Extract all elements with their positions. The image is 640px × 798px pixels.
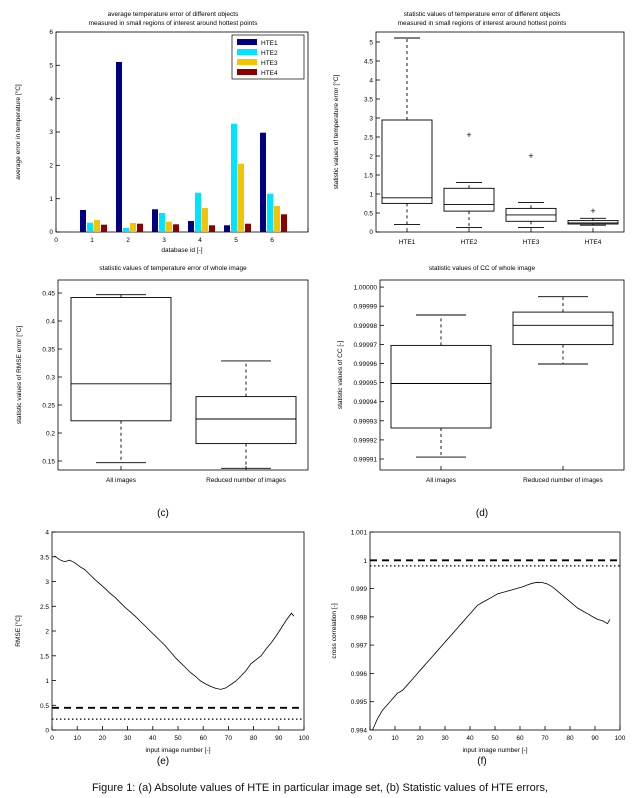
panel-a-bars [80,62,287,232]
svg-text:100: 100 [298,735,310,742]
panel-e-svg [8,520,318,768]
svg-text:HTE2: HTE2 [460,239,478,246]
panel-a-svg [8,4,318,254]
panel-e-xlabel: input image number [-] [145,747,211,754]
svg-text:All images: All images [106,477,136,484]
svg-text:40: 40 [149,735,157,742]
svg-text:1.001: 1.001 [350,529,367,537]
panel-f-ylabel: cross correlation [-] [331,603,338,659]
svg-text:70: 70 [224,735,233,742]
svg-text:6: 6 [49,29,53,36]
svg-text:3: 3 [49,129,53,136]
svg-text:2: 2 [126,237,130,244]
panel-f-xlabel: input image number [-] [462,747,528,754]
svg-text:1.00000: 1.00000 [353,284,377,292]
panel-f-y-tick-labels [351,530,368,735]
panel-c-y-tick-labels [42,291,55,466]
svg-text:0: 0 [368,735,372,742]
svg-text:5: 5 [369,39,373,47]
svg-text:3.5: 3.5 [39,554,49,562]
svg-text:0.35: 0.35 [42,346,55,354]
panel-c-svg [8,258,318,506]
svg-text:4: 4 [45,529,49,537]
panel-d-y-tick-labels [354,285,378,464]
svg-text:0.999: 0.999 [350,586,367,594]
svg-text:1: 1 [369,191,373,199]
panel-e-plot-frame [52,532,304,730]
svg-text:0.994: 0.994 [350,727,367,735]
panel-b-y-tick-labels [364,40,373,237]
svg-text:2.5: 2.5 [363,134,373,142]
panel-e-x-tick-labels [50,735,310,742]
panel-c-ylabel: statistic values of RMSE error [°C] [16,325,23,425]
panel-f-x-tick-labels [368,735,626,742]
panel-d-plot-frame [380,280,624,470]
svg-text:4: 4 [369,77,373,85]
svg-text:0.2: 0.2 [45,430,55,438]
panel-d-boxplot [322,258,636,519]
svg-text:0.25: 0.25 [42,402,55,410]
panel-b-ylabel: statistic values of temperature error [°C] [333,74,340,190]
svg-text:2: 2 [45,628,49,636]
svg-text:Reduced number of images: Reduced number of images [206,477,286,484]
svg-text:0.99996: 0.99996 [353,361,377,368]
panel-b-title-line1: statistic values of temperature error of different objects [403,11,561,18]
panel-b-box-hte3 [506,151,556,227]
panel-e-ylabel: RMSE [°C] [15,615,22,647]
svg-text:5: 5 [49,62,53,70]
panel-d-y-ticks [380,287,384,459]
panel-c-plot-frame [58,280,308,470]
svg-text:0.45: 0.45 [42,290,55,298]
svg-text:1: 1 [90,237,94,244]
panel-c-y-ticks [58,293,62,461]
panel-a-legend-hte4: HTE4 [261,70,278,77]
panel-b-box-hte1 [382,38,432,224]
svg-text:+: + [466,130,472,140]
svg-text:0.99992: 0.99992 [353,437,377,445]
svg-text:0.99999: 0.99999 [353,303,377,311]
panel-a-x-tick-labels [54,237,274,244]
svg-text:10: 10 [73,735,81,742]
svg-text:5: 5 [234,237,238,244]
svg-text:50: 50 [174,735,182,742]
svg-text:0.99997: 0.99997 [353,341,377,349]
panel-label-f: (f) [477,756,487,767]
svg-text:0.99995: 0.99995 [353,380,377,388]
svg-text:60: 60 [199,735,207,742]
svg-text:HTE4: HTE4 [584,239,602,246]
panel-a-title-line2: measured in small regions of interest around hottest points [88,20,258,27]
svg-text:40: 40 [466,735,474,742]
panel-d-ylabel: statistic values of CC [-] [337,340,344,410]
panel-a-y-tick-labels [49,29,53,236]
svg-text:2.5: 2.5 [39,603,49,611]
panel-f-line-chart [322,520,636,768]
panel-f-y-ticks [370,532,374,730]
panel-f-svg [322,520,636,768]
svg-text:0: 0 [45,727,49,735]
svg-text:70: 70 [541,735,549,742]
svg-text:1.5: 1.5 [363,172,373,180]
panel-b-boxplot [322,4,636,254]
svg-text:3: 3 [162,237,166,244]
panel-b-svg [322,4,636,254]
svg-text:50: 50 [491,735,499,742]
panel-e-rmse-curve [55,556,294,690]
panel-label-e: (e) [156,756,170,767]
svg-text:0.5: 0.5 [363,210,373,218]
panel-f-x-ticks [370,726,620,730]
svg-text:0: 0 [49,229,53,236]
svg-text:4: 4 [49,96,53,103]
svg-text:4.5: 4.5 [363,58,373,66]
svg-text:2: 2 [369,153,373,161]
svg-text:80: 80 [249,735,258,742]
svg-text:1.5: 1.5 [39,653,49,661]
panel-c-box-all-images [71,295,171,463]
svg-text:90: 90 [591,735,599,742]
svg-text:0.99994: 0.99994 [353,399,377,407]
panel-a-legend-hte1: HTE1 [261,40,278,47]
svg-text:3: 3 [369,115,373,123]
panel-a-ylabel: average error in temperature [°C] [15,84,22,180]
svg-text:6: 6 [270,237,274,244]
svg-text:4: 4 [198,237,202,244]
panel-d-box-all-images [391,315,491,457]
svg-text:2: 2 [49,162,53,170]
panel-d-x-tick-labels [426,477,604,484]
svg-text:Reduced number of images: Reduced number of images [523,477,603,484]
svg-text:0.4: 0.4 [45,318,55,326]
svg-text:0.3: 0.3 [45,374,55,382]
svg-text:60: 60 [516,735,524,742]
svg-text:0.998: 0.998 [350,614,367,622]
panel-a-y-ticks [56,32,60,232]
panel-e-y-ticks [52,532,56,730]
svg-text:1: 1 [49,196,53,203]
panel-a-legend-hte3: HTE3 [261,60,278,67]
svg-text:3: 3 [45,579,49,586]
panel-e-y-tick-labels [40,530,49,735]
svg-text:0: 0 [54,237,58,244]
svg-text:+: + [528,151,534,161]
panel-b-title-line2: measured in small regions of interest around hottest points [397,20,567,27]
svg-text:100: 100 [614,735,626,742]
svg-text:30: 30 [123,735,132,742]
svg-text:80: 80 [566,735,574,742]
panel-b-box-hte4 [568,206,618,225]
panel-a-bar-chart [8,4,318,254]
panel-a-title-line1: average temperature error of different objects [107,11,239,18]
svg-text:0: 0 [50,735,54,742]
panel-b-y-ticks [376,42,380,232]
svg-text:0.996: 0.996 [350,670,367,678]
svg-text:0.997: 0.997 [350,642,367,650]
svg-text:20: 20 [98,735,107,742]
svg-text:HTE1: HTE1 [398,239,416,246]
panel-d-title: statistic values of CC of whole image [428,265,536,272]
panel-d-box-reduced-images [513,297,613,364]
svg-text:20: 20 [416,735,424,742]
svg-text:30: 30 [441,735,449,742]
panel-b-plot-frame [376,32,624,232]
svg-text:10: 10 [391,735,399,742]
svg-text:0.99993: 0.99993 [353,418,377,426]
panel-d-svg [322,258,636,506]
svg-text:All images: All images [426,477,456,484]
panel-e-x-ticks [52,726,304,730]
panel-b-box-hte2 [444,130,494,227]
panel-label-d: (d) [475,508,489,519]
svg-text:0.99998: 0.99998 [353,322,377,330]
svg-text:1: 1 [363,557,367,565]
panel-a-xlabel: database id [-] [161,247,203,254]
svg-text:0.995: 0.995 [350,699,367,707]
figure-caption: Figure 1: (a) Absolute values of HTE in particular image set, (b) Statistic values of HTE errors, [91,782,549,794]
svg-text:HTE3: HTE3 [522,239,540,246]
svg-text:0: 0 [369,229,373,236]
panel-c-boxplot [8,258,318,519]
svg-text:+: + [590,206,596,216]
panel-c-title: statistic values of temperature error of whole image [99,265,247,272]
svg-text:0.99991: 0.99991 [353,456,377,464]
panel-a-legend [232,35,304,79]
panel-f-plot-frame [370,532,620,730]
svg-text:90: 90 [275,735,283,742]
panel-label-c: (c) [157,508,169,519]
svg-text:1: 1 [45,678,49,685]
panel-f-cc-curve [373,582,611,730]
panel-c-x-tick-labels [106,477,287,484]
svg-text:0.15: 0.15 [42,458,55,466]
svg-text:0.5: 0.5 [39,702,49,710]
panel-c-box-reduced-images [196,361,296,468]
panel-a-legend-hte2: HTE2 [261,50,278,57]
panel-b-x-tick-labels [399,239,602,246]
panel-e-line-chart [8,520,318,768]
svg-text:3.5: 3.5 [363,96,373,104]
